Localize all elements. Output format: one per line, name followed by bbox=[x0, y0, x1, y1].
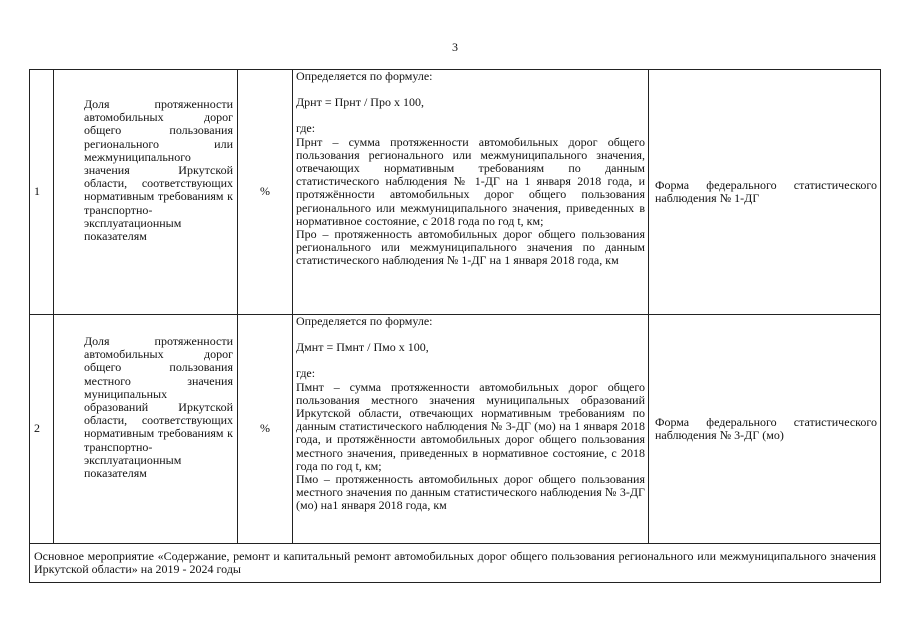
where-label: где: bbox=[296, 366, 316, 381]
definition-2: Пмо – протяженность автомобильных дорог общего пользования местного значения по данным статистического наблюдения № 3-ДГ (мо) на1 января 2018 года, км bbox=[296, 472, 645, 513]
data-source: Форма федерального статистического наблюдения № 1-ДГ bbox=[649, 70, 881, 315]
indicator-name-text: Доля протяженности автомобильных дорог общего пользования регионального или межмуниципального значения Иркутской области, соответствующих нормативным требованиям к транспортно-эксплуатационным показателям bbox=[84, 97, 233, 244]
data-source: Форма федерального статистического наблюдения № 3-ДГ (мо) bbox=[649, 315, 881, 544]
where-label: где: bbox=[296, 121, 316, 136]
row-number: 2 bbox=[30, 315, 54, 544]
footer-row bbox=[30, 544, 881, 583]
method-intro: Определяется по формуле: bbox=[296, 314, 433, 328]
method-intro: Определяется по формуле: bbox=[296, 69, 433, 83]
page-number: 3 bbox=[452, 40, 458, 54]
calculation-method bbox=[293, 70, 649, 315]
table-row bbox=[30, 70, 881, 315]
indicator-name bbox=[54, 315, 238, 544]
indicators-table bbox=[29, 69, 881, 583]
formula: Дрнт = Прнт / Про x 100, bbox=[296, 95, 424, 110]
definition-1: Пмнт – сумма протяженности автомобильных дорог общего пользования местного значения муниципальных образований Иркутской области, отвечающих нормативным требованиям по данным статистического наблюдения № 3-ДГ (мо) на 1 января 2018 года, и протяжённости автомобильных дорог общего пользования местного значения, приведенных в нормативное состояние, с 2018 года по год t, км; bbox=[296, 379, 645, 473]
calculation-method bbox=[293, 315, 649, 544]
row-number: 1 bbox=[30, 70, 54, 315]
indicator-name-text: Доля протяженности автомобильных дорог общего пользования местного значения муниципальных образований Иркутской области, соответствующих нормативным требованиям к транспортно-эксплуатационным показателям bbox=[84, 334, 233, 481]
definition-1: Прнт – сумма протяженности автомобильных дорог общего пользования регионального или межмуниципального значения, отвечающих нормативным требованиям по данным статистического наблюдения № 1-ДГ на 1 января 2018 года, и протяжённости автомобильных дорог общего пользования регионального или межмуниципального значения, приведенных в нормативное состояние, с 2018 года по год t, км; bbox=[296, 134, 645, 228]
unit-cell: % bbox=[238, 315, 293, 544]
table-row bbox=[30, 315, 881, 544]
indicator-name bbox=[54, 70, 238, 315]
definition-2: Про – протяженность автомобильных дорог общего пользования регионального или межмуниципального значения по данным статистического наблюдения № 1-ДГ на 1 января 2018 года, км bbox=[296, 227, 645, 268]
unit-cell: % bbox=[238, 70, 293, 315]
main-activity-title: Основное мероприятие «Содержание, ремонт и капитальный ремонт автомобильных дорог общего пользования регионального или межмуниципального значения Иркутской области» на 2019 - 2024 годы bbox=[30, 544, 881, 583]
formula: Дмнт = Пмнт / Пмо x 100, bbox=[296, 340, 429, 355]
